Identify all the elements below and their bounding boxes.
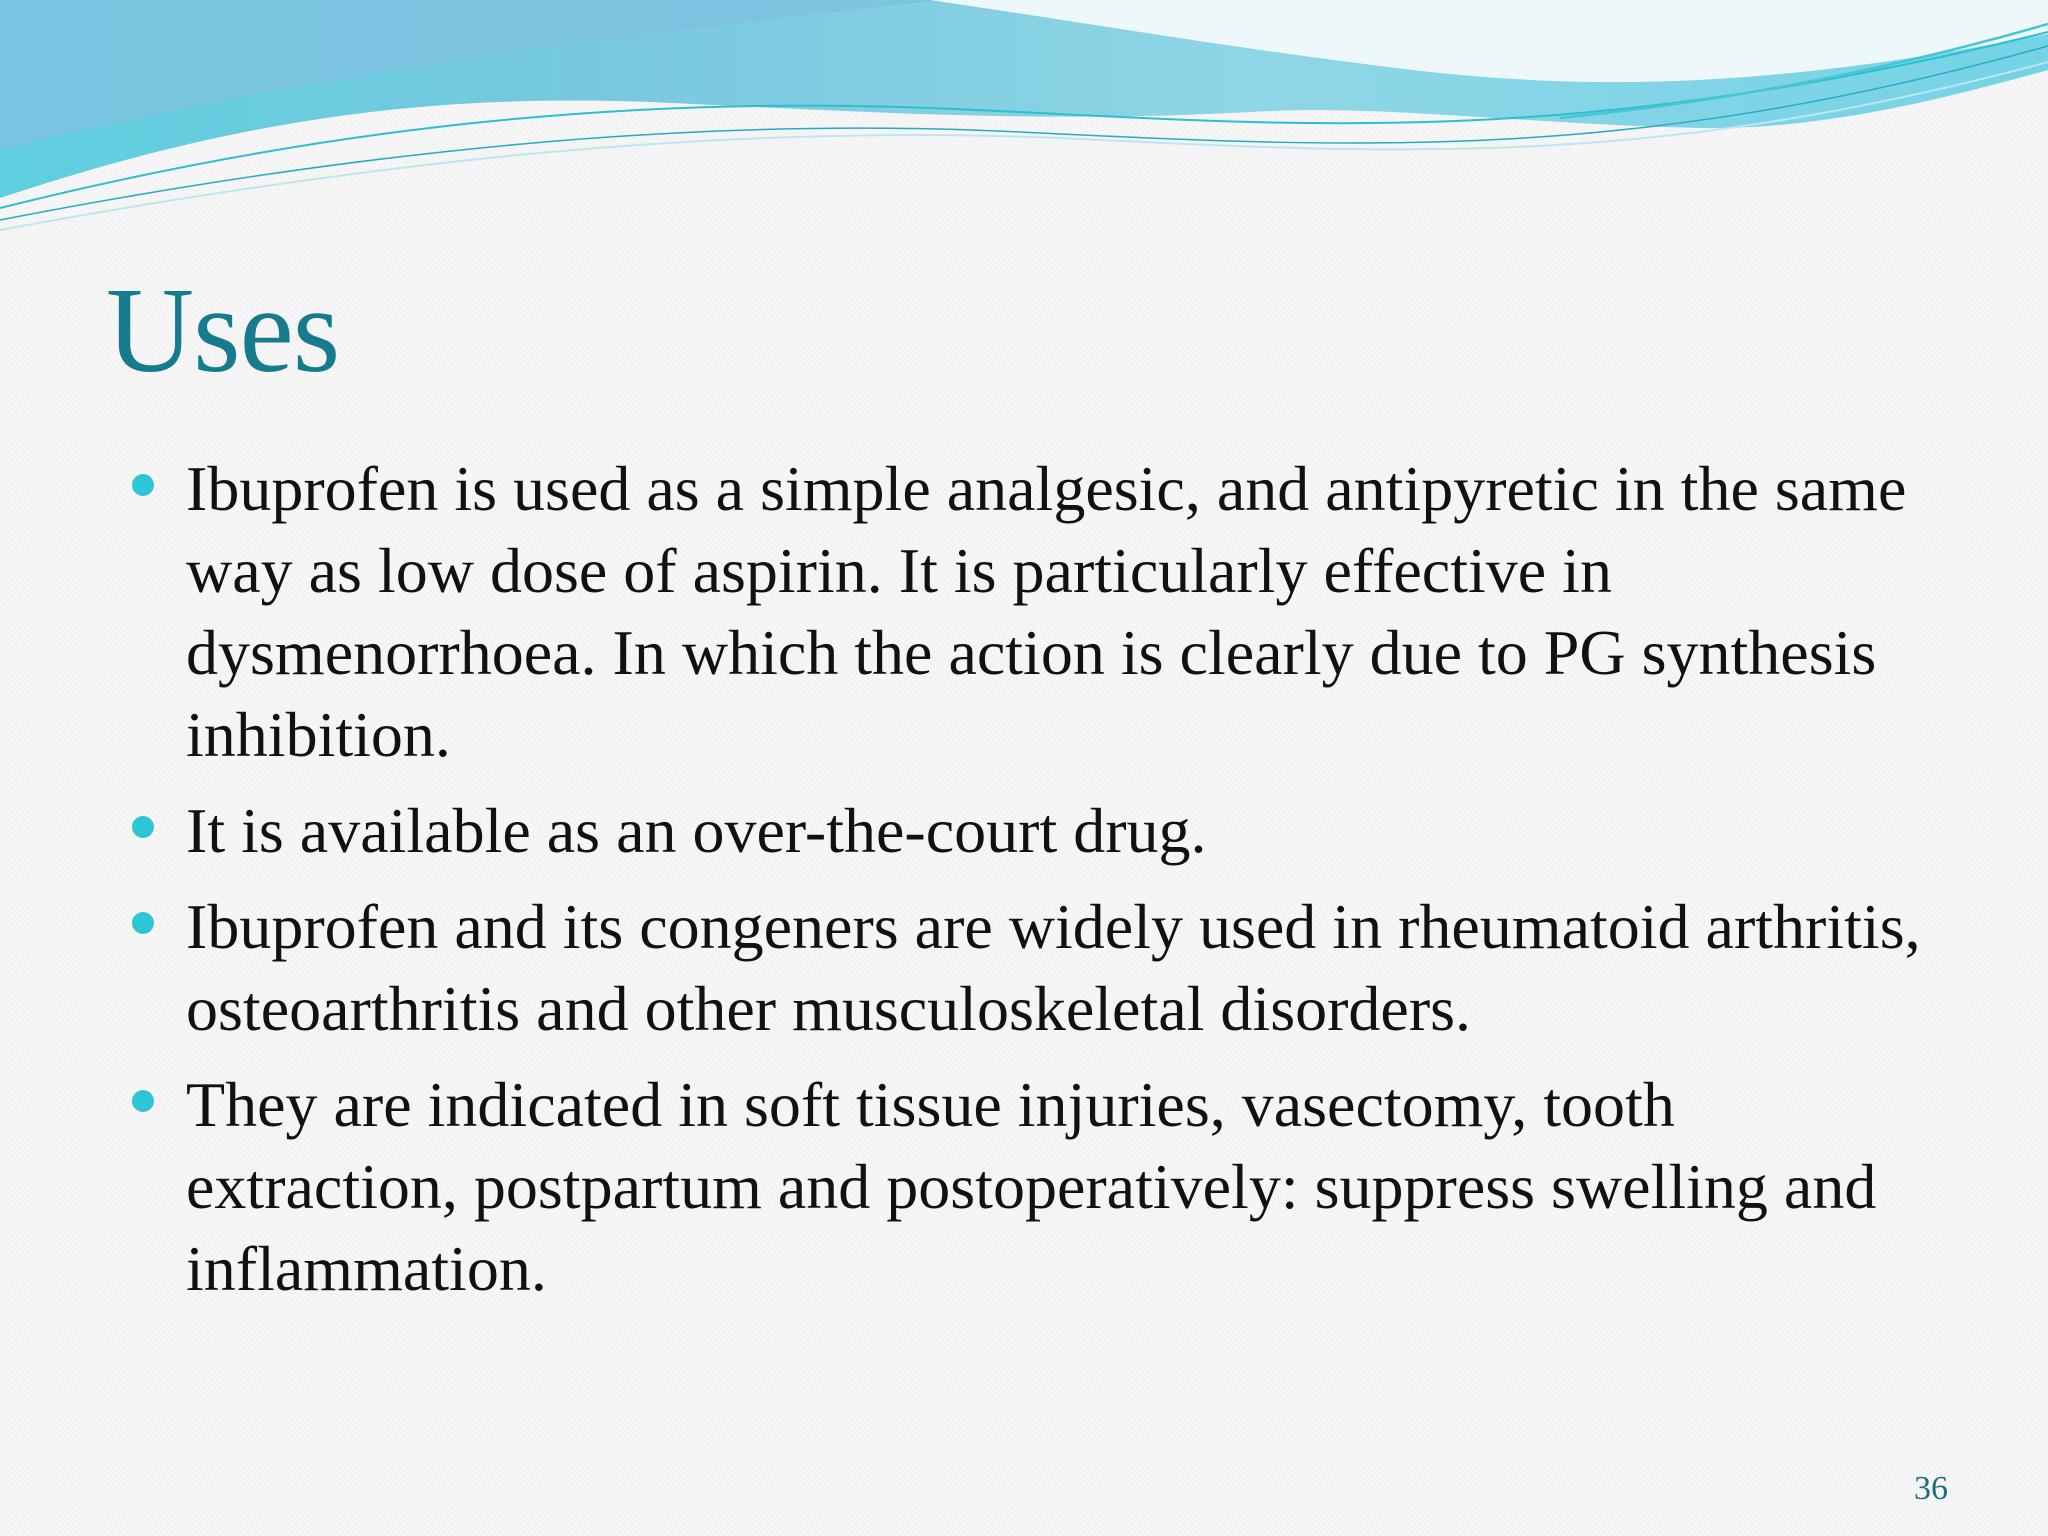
bullet-item: [130, 1064, 1950, 1310]
bullet-text: They are indicated in soft tissue injuries, vasectomy, tooth extraction, postpartum and postoperatively: suppress swelling and inflammation.: [186, 1069, 1877, 1304]
bullet-marker-icon: [132, 474, 154, 496]
bullet-marker-icon: [132, 1090, 154, 1112]
slide-title: Uses: [106, 263, 340, 398]
page-number: 36: [1914, 1470, 1948, 1507]
bullet-text: It is available as an over-the-court drug.: [186, 795, 1207, 866]
bullet-item: [130, 790, 1950, 872]
bullet-text: Ibuprofen is used as a simple analgesic, and antipyretic in the same way as low dose of aspirin. It is particularly effective in dysmenorrhoea. In which the action is clearly due to PG synthesis inhibition.: [186, 453, 1907, 770]
bullet-marker-icon: [132, 912, 154, 934]
bullet-item: [130, 886, 1950, 1050]
header-wave-graphic: [0, 0, 2048, 240]
bullet-list: [130, 448, 1950, 1324]
bullet-marker-icon: [132, 816, 154, 838]
bullet-text: Ibuprofen and its congeners are widely used in rheumatoid arthritis, osteoarthritis and other musculoskeletal disorders.: [186, 891, 1921, 1044]
bullet-item: [130, 448, 1950, 776]
